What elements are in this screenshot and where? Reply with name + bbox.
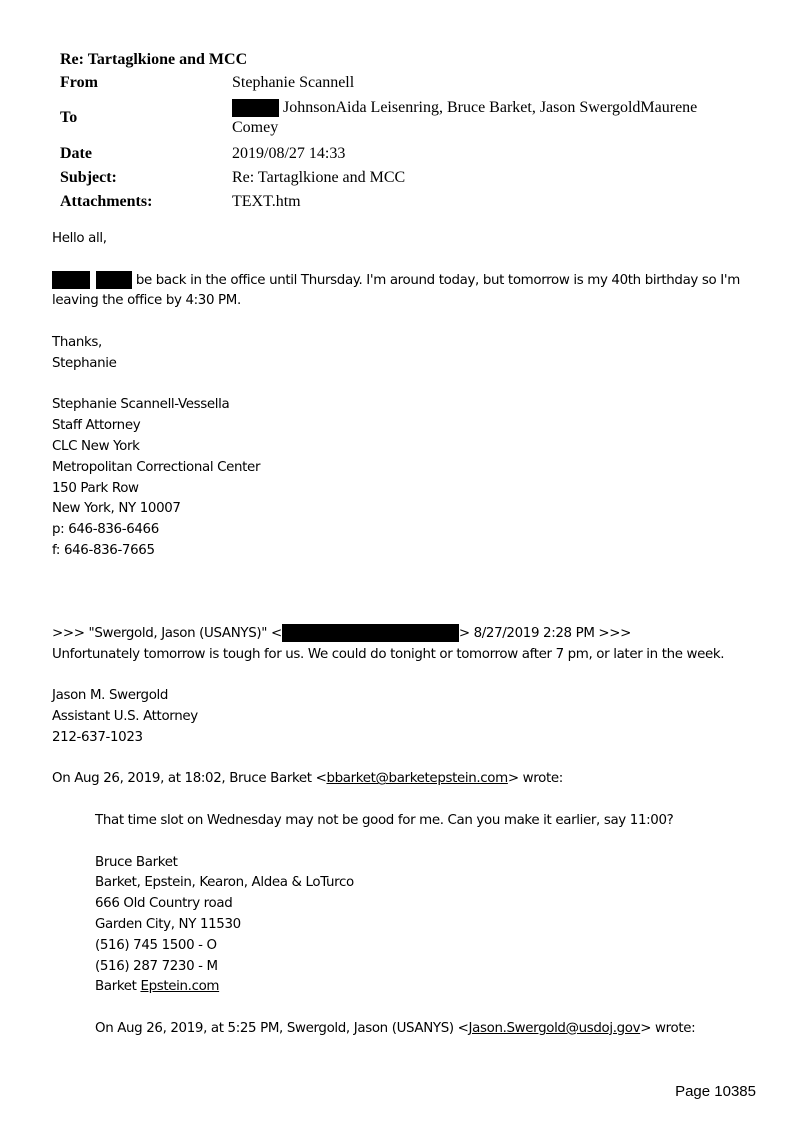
redaction-block (52, 271, 90, 289)
redaction-block (282, 624, 459, 642)
signature-line: Barket, Epstein, Kearon, Aldea & LoTurco (95, 875, 354, 891)
signature-line: Bruce Barket (95, 854, 178, 870)
attachments-label: Attachments: (60, 193, 153, 210)
signature-line: Metropolitan Correctional Center (52, 459, 261, 475)
subject-label: Subject: (60, 169, 117, 186)
signature-line: Staff Attorney (52, 418, 141, 434)
to-value-line2: Comey (232, 119, 279, 136)
signature-line: New York, NY 10007 (52, 501, 181, 517)
signature-line: (516) 745 1500 - O (95, 937, 217, 953)
page-number: Page 10385 (675, 1083, 756, 1100)
redaction-block (96, 271, 132, 289)
to-value (232, 94, 752, 142)
header-table (60, 72, 752, 214)
message-line-1-text: be back in the office until Thursday. I'm around today, but tomorrow is my 40th birthday so I'm (131, 272, 740, 288)
quote-intro-suffix: > wrote: (507, 771, 563, 787)
signature-line: f: 646-836-7665 (52, 542, 155, 558)
from-value: Stephanie Scannell (232, 74, 355, 91)
subject-value: Re: Tartaglkione and MCC (232, 169, 406, 186)
quote-text: That time slot on Wednesday may not be good for me. Can you make it earlier, say 11:00? (95, 812, 674, 828)
signature-line: Assistant U.S. Attorney (52, 708, 198, 724)
signature-line: Stephanie Scannell-Vessella (52, 397, 230, 413)
signature-line: CLC New York (52, 438, 140, 454)
quote-intro-prefix: On Aug 26, 2019, at 5:25 PM, Swergold, Jason (USANYS) < (95, 1020, 469, 1036)
email-title: Re: Tartaglkione and MCC (60, 51, 248, 68)
signature-line: 666 Old Country road (95, 896, 233, 912)
quote-indented (52, 811, 762, 1040)
email-link[interactable]: Jason.Swergold@usdoj.gov (468, 1020, 641, 1036)
quote-intro-prefix: On Aug 26, 2019, at 18:02, Bruce Barket < (52, 771, 327, 787)
message-line-1 (52, 271, 762, 292)
from-label: From (60, 74, 98, 91)
redaction-block (232, 99, 279, 117)
greeting: Hello all, (52, 231, 107, 246)
message-line-2: leaving the office by 4:30 PM. (52, 293, 241, 309)
signature-line (95, 977, 762, 998)
to-row (60, 94, 752, 142)
signature-line: p: 646-836-6466 (52, 522, 159, 538)
from-row (60, 72, 752, 94)
attachments-row (60, 190, 752, 214)
quoted-message-2 (52, 769, 762, 1039)
quote-intro (95, 1019, 762, 1040)
quote-header-suffix: > 8/27/2019 2:28 PM >>> (458, 625, 632, 641)
to-value-line1: JohnsonAida Leisenring, Bruce Barket, Jason SwergoldMaurene (283, 99, 698, 116)
signature-line: 212-637-1023 (52, 729, 143, 745)
quote-header (52, 624, 762, 645)
sender-name: Stephanie (52, 355, 117, 371)
quoted-message-1 (52, 624, 762, 749)
quote-text: Unfortunately tomorrow is tough for us. We could do tonight or tomorrow after 7 pm, or later in the week. (52, 646, 725, 662)
attachments-value: TEXT.htm (232, 193, 301, 210)
date-label: Date (60, 145, 92, 162)
quote-header-prefix: >>> "Swergold, Jason (USANYS)" < (52, 625, 282, 641)
signature-line: Jason M. Swergold (52, 688, 169, 704)
signature-line: Garden City, NY 11530 (95, 916, 241, 932)
thanks: Thanks, (52, 334, 102, 350)
date-value: 2019/08/27 14:33 (232, 145, 346, 162)
email-link[interactable]: bbarket@barketepstein.com (326, 771, 508, 787)
signature-last-prefix: Barket (95, 979, 141, 995)
quote-intro (52, 769, 762, 790)
signature-line: (516) 287 7230 - M (95, 958, 218, 974)
email-header (60, 50, 752, 214)
to-label: To (60, 109, 78, 126)
signature-block (52, 395, 762, 561)
subject-row (60, 166, 752, 190)
date-row (60, 142, 752, 166)
quote-intro-suffix: > wrote: (640, 1020, 696, 1036)
signature-line: 150 Park Row (52, 480, 139, 496)
website-link[interactable]: Epstein.com (140, 979, 220, 995)
email-body (52, 229, 762, 1040)
